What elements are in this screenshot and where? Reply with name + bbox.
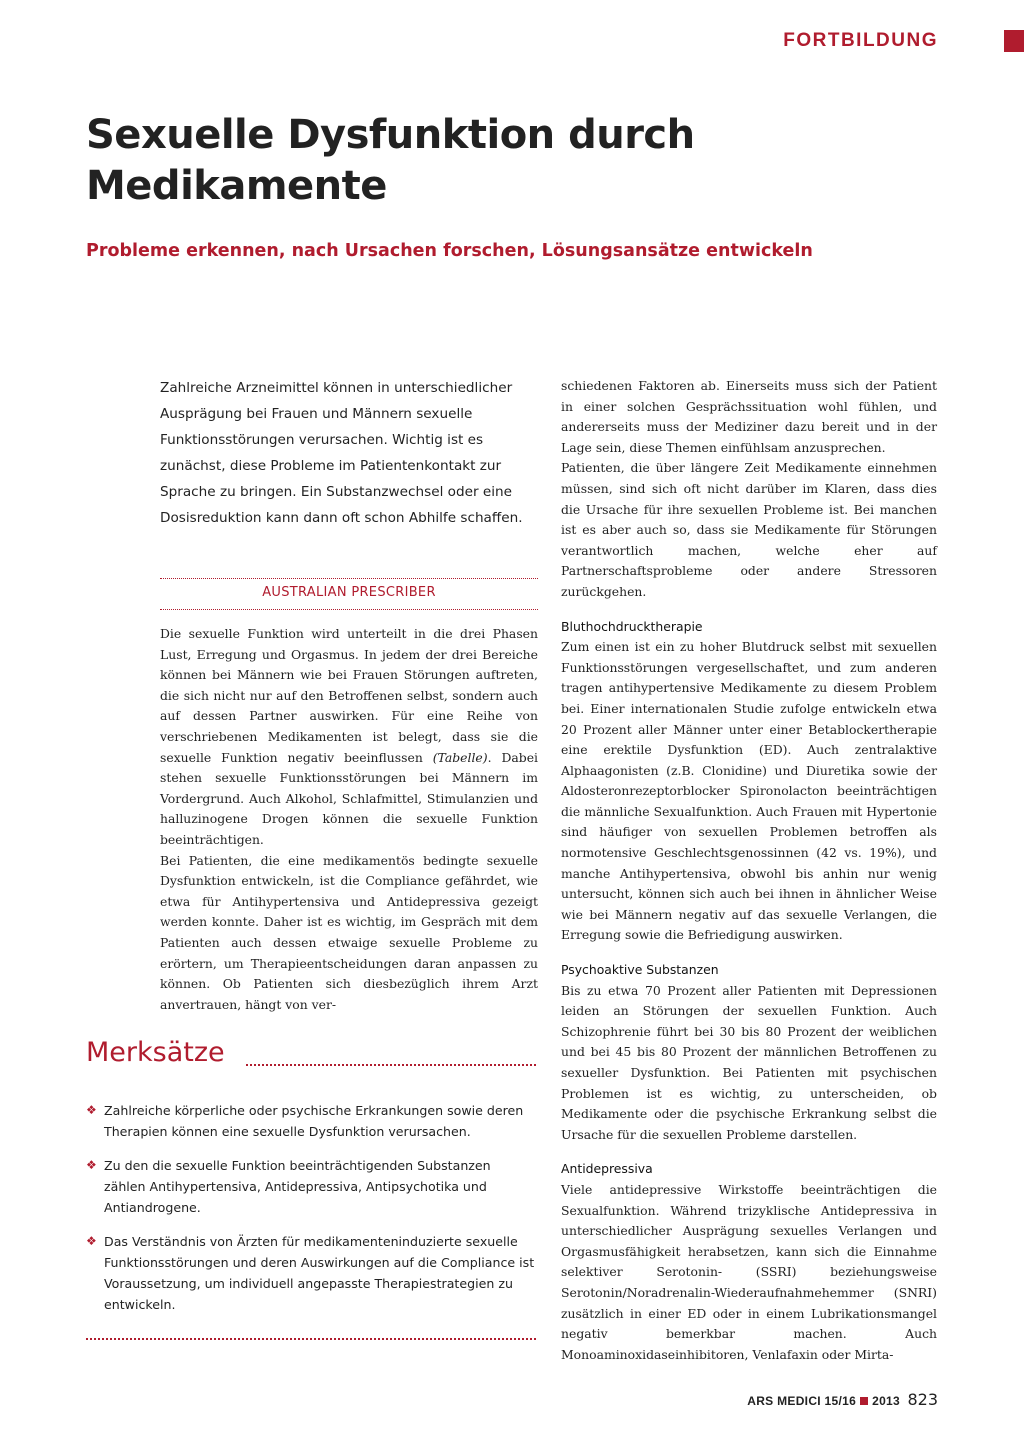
article-subtitle: Probleme erkennen, nach Ursachen forschen, Lösungsansätze entwickeln xyxy=(86,241,813,261)
section-marker xyxy=(1004,30,1024,52)
page-number: 823 xyxy=(907,1390,938,1409)
list-item: ❖ Das Verständnis von Ärzten für medikamenteninduzierte sexuelle Funktionsstörungen und deren Auswirkungen auf die Compliance ist Voraussetzung, um individuell angepasste Therapiestrategien zu entwickeln. xyxy=(86,1231,536,1315)
diamond-bullet-icon: ❖ xyxy=(86,1234,97,1248)
article-lead: Zahlreiche Arzneimittel können in unterschiedlicher Ausprägung bei Frauen und Männern sexuelle Funktionsstörungen verursachen. Wichtig ist es zunächst, diese Probleme im Patientenkontakt zur Sprache zu bringen. Ein Substanzwechsel oder eine Dosisreduktion kann dann oft schon Abhilfe schaffen. xyxy=(160,380,523,526)
source-label: AUSTRALIAN PRESCRIBER xyxy=(262,585,436,600)
merksaetze-list xyxy=(86,1100,536,1328)
divider xyxy=(160,578,538,579)
body-paragraph: Patienten, die über längere Zeit Medikamente einnehmen müssen, sind sich oft nicht darüber im Klaren, dass dies die Ursache für ihre sexuellen Probleme ist. Bei manchen ist es aber auch so, dass sie Medikamente für Störungen verantwortlich machen, welche eher auf Partnerschaftsprobleme oder andere Stressoren zurückgehen. xyxy=(561,460,937,599)
subheading-psychoaktiv: Psychoaktive Substanzen xyxy=(561,962,719,978)
subheading-bluthochdruck: Bluthochdrucktherapie xyxy=(561,618,703,634)
footer-publication: ARS MEDICI 15/16 2013 xyxy=(747,1394,900,1408)
divider xyxy=(160,609,538,610)
article-title: Sexuelle Dysfunktion durch Medikamente xyxy=(86,112,695,209)
body-paragraph: Bei Patienten, die eine medikamentös bedingte sexuelle Dysfunktion entwickeln, ist die Compliance gefährdet, wie etwa für Antihypertensiva und Antidepressiva gezeigt werden konnte. Daher ist es wichtig, im Gespräch mit dem Patienten auch dessen etwaige sexuelle Probleme zu erörtern, um Therapieentscheidungen daran anpassen zu können. Ob Patienten sich diesbezüglich ihrem Arzt anvertrauen, hängt von ver- xyxy=(160,852,538,1012)
diamond-bullet-icon: ❖ xyxy=(86,1103,97,1117)
diamond-bullet-icon: ❖ xyxy=(86,1158,97,1172)
footer-square-icon xyxy=(860,1397,868,1405)
table-reference: (Tabelle) xyxy=(432,749,488,765)
list-item: ❖ Zu den die sexuelle Funktion beeinträchtigenden Substanzen zählen Antihypertensiva, Antidepressiva, Antipsychotika und Antiandrogene. xyxy=(86,1155,536,1218)
merksaetze-bottom-rule xyxy=(86,1338,536,1340)
body-paragraph: Bis zu etwa 70 Prozent aller Patienten mit Depressionen leiden an Störungen der sexuellen Funktion. Auch Schizophrenie führt bei 30 bis 80 Prozent der weiblichen und bei 45 bis 80 Prozent der männlichen Betroffenen zu sexueller Dysfunktion. Bei Patienten mit psychischen Problemen ist es wichtig, zu unterscheiden, ob Medikamente oder die psychische Erkrankung selbst die Ursache für die sexuellen Probleme darstellen. xyxy=(561,982,937,1142)
merksaetze-heading: Merksätze xyxy=(86,1037,225,1068)
list-item: ❖ Zahlreiche körperliche oder psychische Erkrankungen sowie deren Therapien können eine sexuelle Dysfunktion verursachen. xyxy=(86,1100,536,1142)
body-column-right xyxy=(561,376,937,1365)
body-paragraph: Zum einen ist ein zu hoher Blutdruck selbst mit sexuellen Funktionsstörungen vergesellschaftet, und zum anderen tragen antihypertensive Medikamente zu diesem Problem bei. Einer internationalen Studie zufolge entwickeln etwa 20 Prozent aller Männer unter einer Betablockertherapie eine erektile Dysfunktion (ED). Auch zentralaktive Alphaagonisten (z.B. Clonidine) und Diuretika sowie der Aldosteronrezeptorblocker Spironolacton beeinträchtigen die männliche Sexualfunktion. Auch Frauen mit Hypertonie sind häufiger von sexuellen Problemen betroffen als normotensive Geschlechtsgenossinnen (42 vs. 19%), und manche Antihypertensiva, obwohl bis anhin nur wenig untersucht, können sich auch bei ihnen in ähnlicher Weise wie bei Männern negativ auf das sexuelle Verlangen, die Erregung sowie die Befriedigung auswirken. xyxy=(561,639,937,943)
subheading-antidepressiva: Antidepressiva xyxy=(561,1161,653,1177)
heading-dotted-rule xyxy=(246,1064,536,1066)
body-paragraph: Viele antidepressive Wirkstoffe beeinträchtigen die Sexualfunktion. Während trizyklische Antidepressiva in unterschiedlicher Ausprägung sexuelles Verlangen und Orgasmusfähigkeit herabsetzen, kann sich die Einnahme selektiver Serotonin- (SSRI) beziehungsweise Serotonin/Noradrenalin-Wiederaufnahmehemmer (SNRI) zusätzlich in einer ED oder in einem Lubrikationsmangel negativ bemerkbar machen. Auch Monoaminoxidaseinhibitoren, Venlafaxin oder Mirta- xyxy=(561,1181,937,1362)
section-label: FORTBILDUNG xyxy=(783,30,938,51)
body-paragraph: schiedenen Faktoren ab. Einerseits muss sich der Patient in einer solchen Gesprächssituation wohl fühlen, und andererseits muss der Mediziner dazu bereit und in der Lage sein, diese Themen einfühlsam anzusprechen. xyxy=(561,378,937,455)
body-paragraph: Die sexuelle Funktion wird unterteilt in die drei Phasen Lust, Erregung und Orgasmus. In jedem der drei Bereiche können bei Männern wie bei Frauen Störungen auftreten, die sich nicht nur auf den Betroffenen selbst, sondern auch auf dessen Partner auswirken. Für eine Reihe von verschriebenen Medikamenten ist belegt, dass sie die sexuelle Funktion negativ beeinflussen (Tabelle). Dabei stehen sexuelle Funktionsstörungen bei Männern im Vordergrund. Auch Alkohol, Schlafmittel, Stimulanzien und halluzinogene Drogen können die sexuelle Funktion beeinträchtigen. xyxy=(160,626,539,847)
body-column-left xyxy=(160,624,538,1015)
